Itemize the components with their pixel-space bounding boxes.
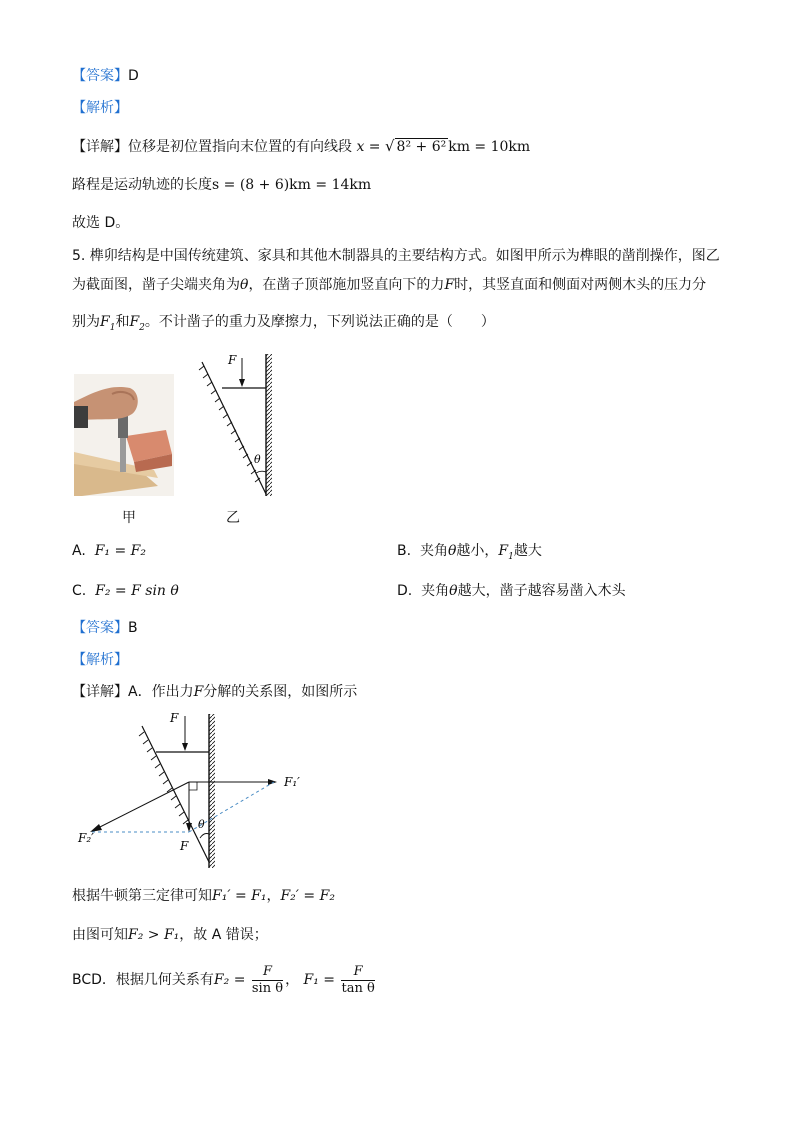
label-F1-prime: F₁′ <box>284 775 300 789</box>
answer-value: D <box>128 68 139 84</box>
q4-detail-line <box>72 136 530 157</box>
angle-label-theta: θ <box>254 453 261 466</box>
figure-conclusion-line: 由图可知F₂ > F₁，故 A 错误； <box>72 927 268 943</box>
chisel-photo <box>74 374 174 496</box>
bcd-line: BCD．根据几何关系有F₂ = $\frac{F}{\text{sin θ}}$ ， F₁ = $\frac{F}{\text{tan θ}}$ <box>72 963 375 996</box>
label-F-bottom: F <box>180 839 189 853</box>
caption-yi: 乙 <box>226 510 240 526</box>
q5-stem-line2: 为截面图，凿子尖端夹角为θ，在凿子顶部施加竖直向下的力F时，其竖直面和侧面对两侧木头的压力分 <box>72 277 707 293</box>
detail-tag: 【详解】 <box>72 139 128 155</box>
analysis-tag: 【解析】 <box>72 100 128 116</box>
option-d: D. 夹角θ越大，凿子越容易凿入木头 <box>397 583 626 599</box>
q5-stem-line1: 5. 榫卯结构是中国传统建筑、家具和其他木制器具的主要结构方式。如图甲所示为榫眼的凿削操作，图乙 <box>72 248 720 264</box>
q5-answer-line <box>72 618 138 638</box>
displacement-formula: x = √ 8² + 6² km = 10km <box>356 137 531 155</box>
option-a: A. F₁ = F₂ <box>72 543 146 559</box>
fraction-F1: $\frac{F}{\text{tan θ}}$ <box>341 963 375 996</box>
q4-conclusion: 故选 D。 <box>72 215 130 231</box>
option-b: B. 夹角θ越小，$F_1$越大 <box>397 543 542 562</box>
path-text: 路程是运动轨迹的长度 <box>72 177 212 193</box>
force-decomposition-diagram <box>72 704 312 870</box>
label-F2-prime: F₂′ <box>78 831 94 845</box>
option-c: C. F₂ = F sin θ <box>72 583 179 599</box>
cross-section-diagram <box>194 348 284 498</box>
q5-analysis-line <box>72 650 128 670</box>
q5-stem-line3: 别为$F_1$和$F_2$。不计凿子的重力及摩擦力，下列说法正确的是（ ） <box>72 314 495 333</box>
answer-tag: 【答案】 <box>72 620 128 636</box>
fraction-F2: $\frac{F}{\text{sin θ}}$ <box>251 963 284 996</box>
caption-jia: 甲 <box>122 510 136 526</box>
label-theta: θ <box>198 818 205 831</box>
newton-line: 根据牛顿第三定律可知F₁′ = F₁，F₂′ = F₂ <box>72 888 335 904</box>
q5-detail-line: 【详解】A．作出力F分解的关系图，如图所示 <box>72 684 358 700</box>
force-label-F: F <box>228 353 237 367</box>
answer-tag: 【答案】 <box>72 68 128 84</box>
detail-text: 位移是初位置指向末位置的有向线段 <box>128 139 352 155</box>
answer-value: B <box>128 620 138 636</box>
q4-analysis-line <box>72 98 128 118</box>
q4-answer-line <box>72 66 139 86</box>
q4-path-line <box>72 175 371 195</box>
label-F-top: F <box>170 711 179 725</box>
analysis-tag: 【解析】 <box>72 652 128 668</box>
path-formula: s = (8 + 6)km = 14km <box>212 177 372 193</box>
